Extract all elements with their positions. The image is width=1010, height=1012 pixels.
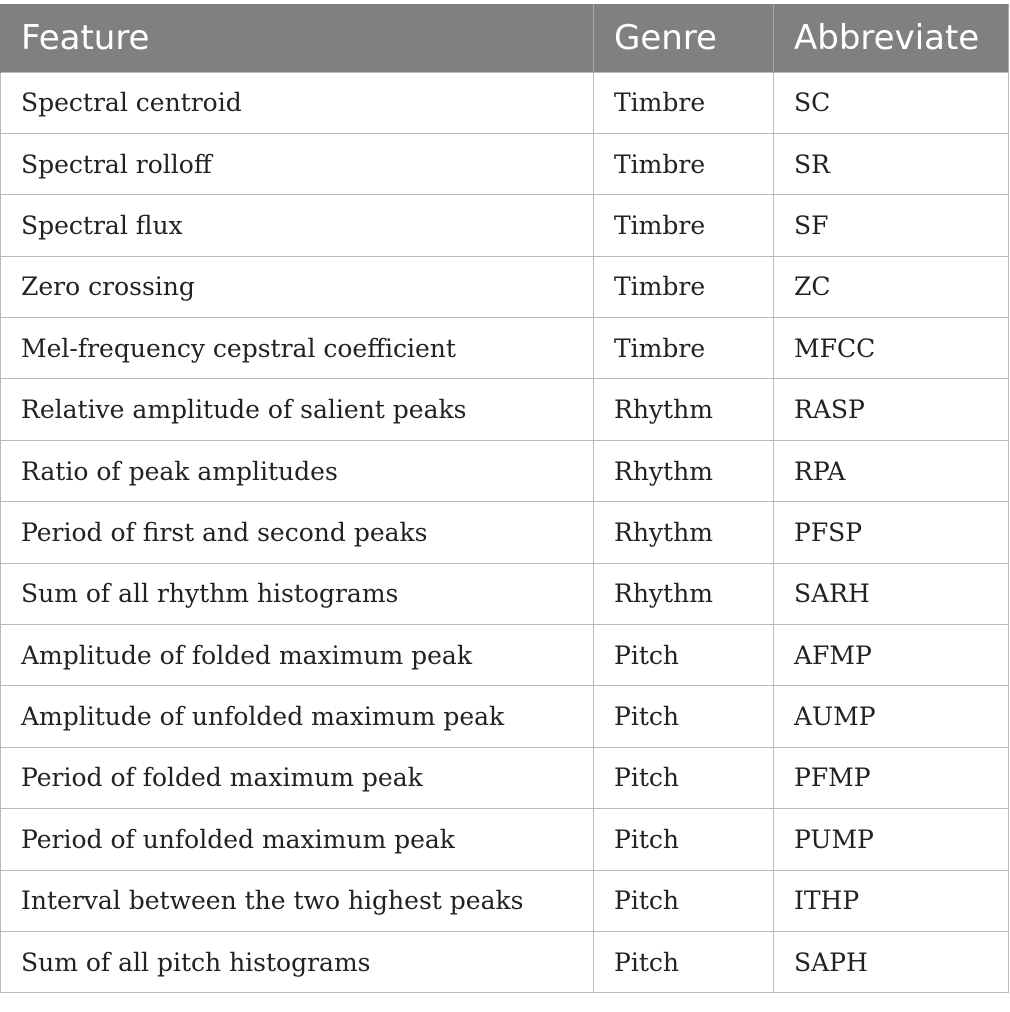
cell-feature: Mel-frequency cepstral coefficient (1, 318, 594, 379)
cell-abbreviate: SC (774, 72, 1009, 133)
table-header (1, 4, 1009, 72)
cell-feature: Spectral centroid (1, 72, 594, 133)
table-row (1, 747, 1009, 808)
cell-genre: Pitch (594, 931, 774, 992)
cell-abbreviate: SR (774, 133, 1009, 194)
cell-feature: Amplitude of unfolded maximum peak (1, 686, 594, 747)
cell-abbreviate: RPA (774, 440, 1009, 501)
feature-table (0, 4, 1009, 993)
table-row (1, 809, 1009, 870)
cell-abbreviate: RASP (774, 379, 1009, 440)
table-row (1, 686, 1009, 747)
header-genre: Genre (594, 4, 774, 72)
cell-abbreviate: PUMP (774, 809, 1009, 870)
table-row (1, 195, 1009, 256)
table-row (1, 502, 1009, 563)
header-abbreviate: Abbreviate (774, 4, 1009, 72)
table-row (1, 931, 1009, 992)
cell-genre: Timbre (594, 256, 774, 317)
cell-abbreviate: PFMP (774, 747, 1009, 808)
cell-abbreviate: ZC (774, 256, 1009, 317)
cell-feature: Sum of all pitch histograms (1, 931, 594, 992)
cell-abbreviate: PFSP (774, 502, 1009, 563)
cell-feature: Interval between the two highest peaks (1, 870, 594, 931)
header-row (1, 4, 1009, 72)
table-row (1, 870, 1009, 931)
cell-genre: Pitch (594, 747, 774, 808)
cell-genre: Pitch (594, 625, 774, 686)
cell-abbreviate: AFMP (774, 625, 1009, 686)
cell-feature: Period of folded maximum peak (1, 747, 594, 808)
cell-genre: Pitch (594, 870, 774, 931)
cell-abbreviate: MFCC (774, 318, 1009, 379)
cell-abbreviate: AUMP (774, 686, 1009, 747)
cell-feature: Ratio of peak amplitudes (1, 440, 594, 501)
cell-genre: Rhythm (594, 502, 774, 563)
table-row (1, 440, 1009, 501)
table-row (1, 72, 1009, 133)
table-row (1, 625, 1009, 686)
feature-table-container (0, 4, 1008, 993)
cell-feature: Spectral rolloff (1, 133, 594, 194)
cell-feature: Amplitude of folded maximum peak (1, 625, 594, 686)
cell-abbreviate: SF (774, 195, 1009, 256)
cell-abbreviate: ITHP (774, 870, 1009, 931)
cell-genre: Timbre (594, 72, 774, 133)
cell-feature: Spectral flux (1, 195, 594, 256)
cell-genre: Timbre (594, 133, 774, 194)
table-row (1, 256, 1009, 317)
table-row (1, 318, 1009, 379)
table-row (1, 379, 1009, 440)
cell-feature: Period of unfolded maximum peak (1, 809, 594, 870)
cell-feature: Period of first and second peaks (1, 502, 594, 563)
header-feature: Feature (1, 4, 594, 72)
table-body (1, 72, 1009, 993)
cell-genre: Rhythm (594, 379, 774, 440)
table-row (1, 563, 1009, 624)
cell-feature: Zero crossing (1, 256, 594, 317)
cell-genre: Rhythm (594, 440, 774, 501)
cell-genre: Timbre (594, 318, 774, 379)
cell-abbreviate: SAPH (774, 931, 1009, 992)
cell-genre: Timbre (594, 195, 774, 256)
cell-feature: Sum of all rhythm histograms (1, 563, 594, 624)
cell-genre: Rhythm (594, 563, 774, 624)
cell-abbreviate: SARH (774, 563, 1009, 624)
table-row (1, 133, 1009, 194)
cell-genre: Pitch (594, 809, 774, 870)
cell-genre: Pitch (594, 686, 774, 747)
cell-feature: Relative amplitude of salient peaks (1, 379, 594, 440)
